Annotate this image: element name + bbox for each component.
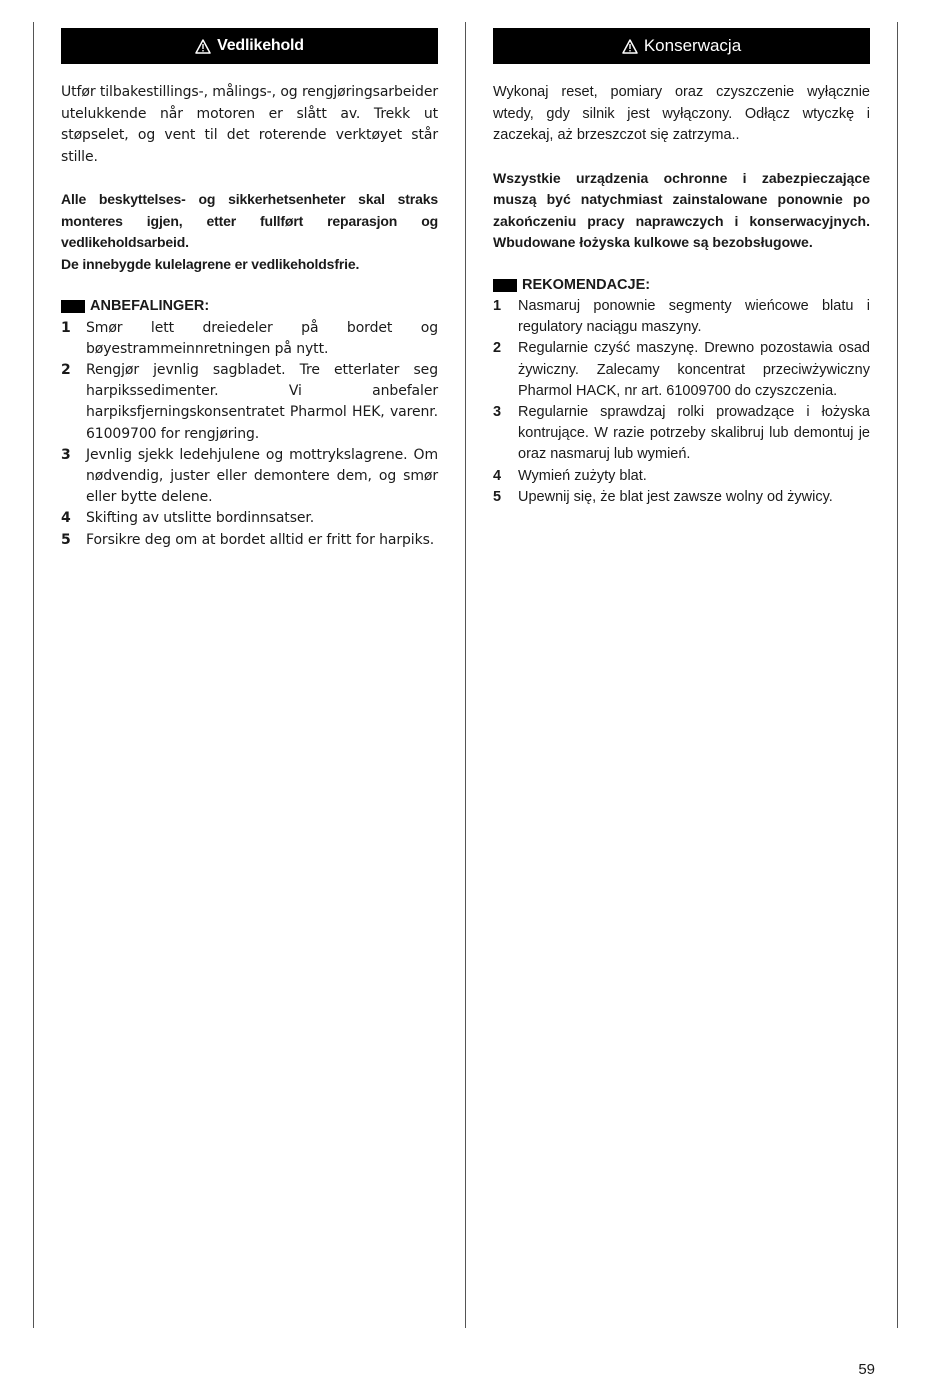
item-text: Smør lett dreiedeler på bordet og bøyestrammeinnretningen på nytt. (86, 319, 438, 357)
recommendations-list (61, 318, 438, 551)
warning-triangle-icon (195, 39, 211, 54)
item-text: Nasmaruj ponownie segmenty wieńcowe blatu i regulatory naciągu maszyny. (518, 298, 870, 336)
heading-marker-block (493, 279, 517, 292)
left-margin-rule (33, 22, 34, 1328)
section-header-vedlikehold (61, 28, 438, 64)
list-item (61, 508, 438, 529)
item-text: Wymień zużyty blat. (518, 467, 647, 484)
item-number: 5 (493, 488, 502, 505)
heading-marker-block (61, 300, 85, 313)
list-item (493, 487, 870, 508)
safety-note: Wszystkie urządzenia ochronne i zabezpieczające muszą być natychmiast zainstalowane ponownie po zakończeniu pracy naprawczych i konserwacyjnych. Wbudowane łożyska kulkowe są bezobsługowe. (493, 169, 870, 250)
recommendations-title: REKOMENDACJE: (522, 276, 651, 293)
item-number: 4 (493, 467, 502, 484)
safety-note (61, 189, 438, 275)
item-text: Regularnie czyść maszynę. Drewno pozostawia osad żywiczny. Zalecamy koncentrat przeciwżywiczny Pharmol HACK, nr art. 61009700 do czyszczenia. (518, 340, 870, 399)
recommendations-heading (61, 296, 438, 318)
item-number: 2 (493, 340, 502, 357)
safety-note-line2: De innebygde kulelagrene er vedlikeholdsfrie. (61, 255, 360, 272)
polish-column (493, 28, 870, 508)
recommendations-list (493, 296, 870, 508)
list-item (493, 466, 870, 487)
item-text: Forsikre deg om at bordet alltid er fritt for harpiks. (86, 531, 435, 548)
list-item (61, 318, 438, 360)
section-title: Konserwacja (643, 36, 742, 55)
list-item (61, 445, 438, 509)
list-item (493, 296, 870, 338)
intro-paragraph: Utfør tilbakestillings-, målings-, og rengjøringsarbeider utelukkende når motoren er slått av. Trekk ut støpselet, og vent til det roterende verktøyet står stille. (61, 84, 438, 165)
item-number: 1 (493, 298, 502, 314)
recommendations-title: ANBEFALINGER: (90, 298, 210, 314)
section-header-konserwacja (493, 28, 870, 64)
list-item (493, 338, 870, 402)
safety-note-line1: Alle beskyttelses- og sikkerhetsenheter skal straks monteres igjen, etter fullført reparasjon og vedlikeholdsarbeid. (61, 191, 438, 250)
recommendations-heading (493, 275, 870, 297)
norwegian-column (61, 28, 438, 551)
intro-paragraph: Wykonaj reset, pomiary oraz czyszczenie wyłącznie wtedy, gdy silnik jest wyłączony. Odłącz wtyczkę i zaczekaj, aż brzeszczot się zatrzyma.. (493, 84, 870, 143)
item-text: Skifting av utslitte bordinnsatser. (86, 510, 315, 527)
page-number: 59 (858, 1361, 875, 1378)
item-number: 3 (493, 404, 502, 421)
item-number: 3 (61, 446, 71, 463)
item-text: Jevnlig sjekk ledehjulene og mottrykslagrene. Om nødvendig, juster eller demontere dem, og smør eller bytte delene. (86, 446, 438, 506)
item-number: 2 (61, 361, 71, 378)
section-title: Vedlikehold (217, 37, 304, 54)
list-item (61, 360, 438, 445)
item-number: 5 (61, 531, 71, 548)
item-text: Upewnij się, że blat jest zawsze wolny od żywicy. (518, 488, 833, 505)
item-text: Regularnie sprawdzaj rolki prowadzące i łożyska kontrujące. W razie potrzeby skalibruj lub demontuj je oraz nasmaruj lub wymień. (518, 404, 870, 463)
list-item (61, 530, 438, 551)
right-margin-rule (897, 22, 898, 1328)
item-text: Rengjør jevnlig sagbladet. Tre etterlater seg harpikssedimenter. Vi anbefaler harpiksfjerningskonsentratet Pharmol HEK, varenr. 61009700 for rengjøring. (86, 361, 438, 442)
warning-triangle-icon (622, 39, 638, 54)
center-divider-rule (465, 22, 466, 1328)
item-number: 1 (61, 319, 71, 336)
list-item (493, 402, 870, 466)
item-number: 4 (61, 510, 71, 527)
